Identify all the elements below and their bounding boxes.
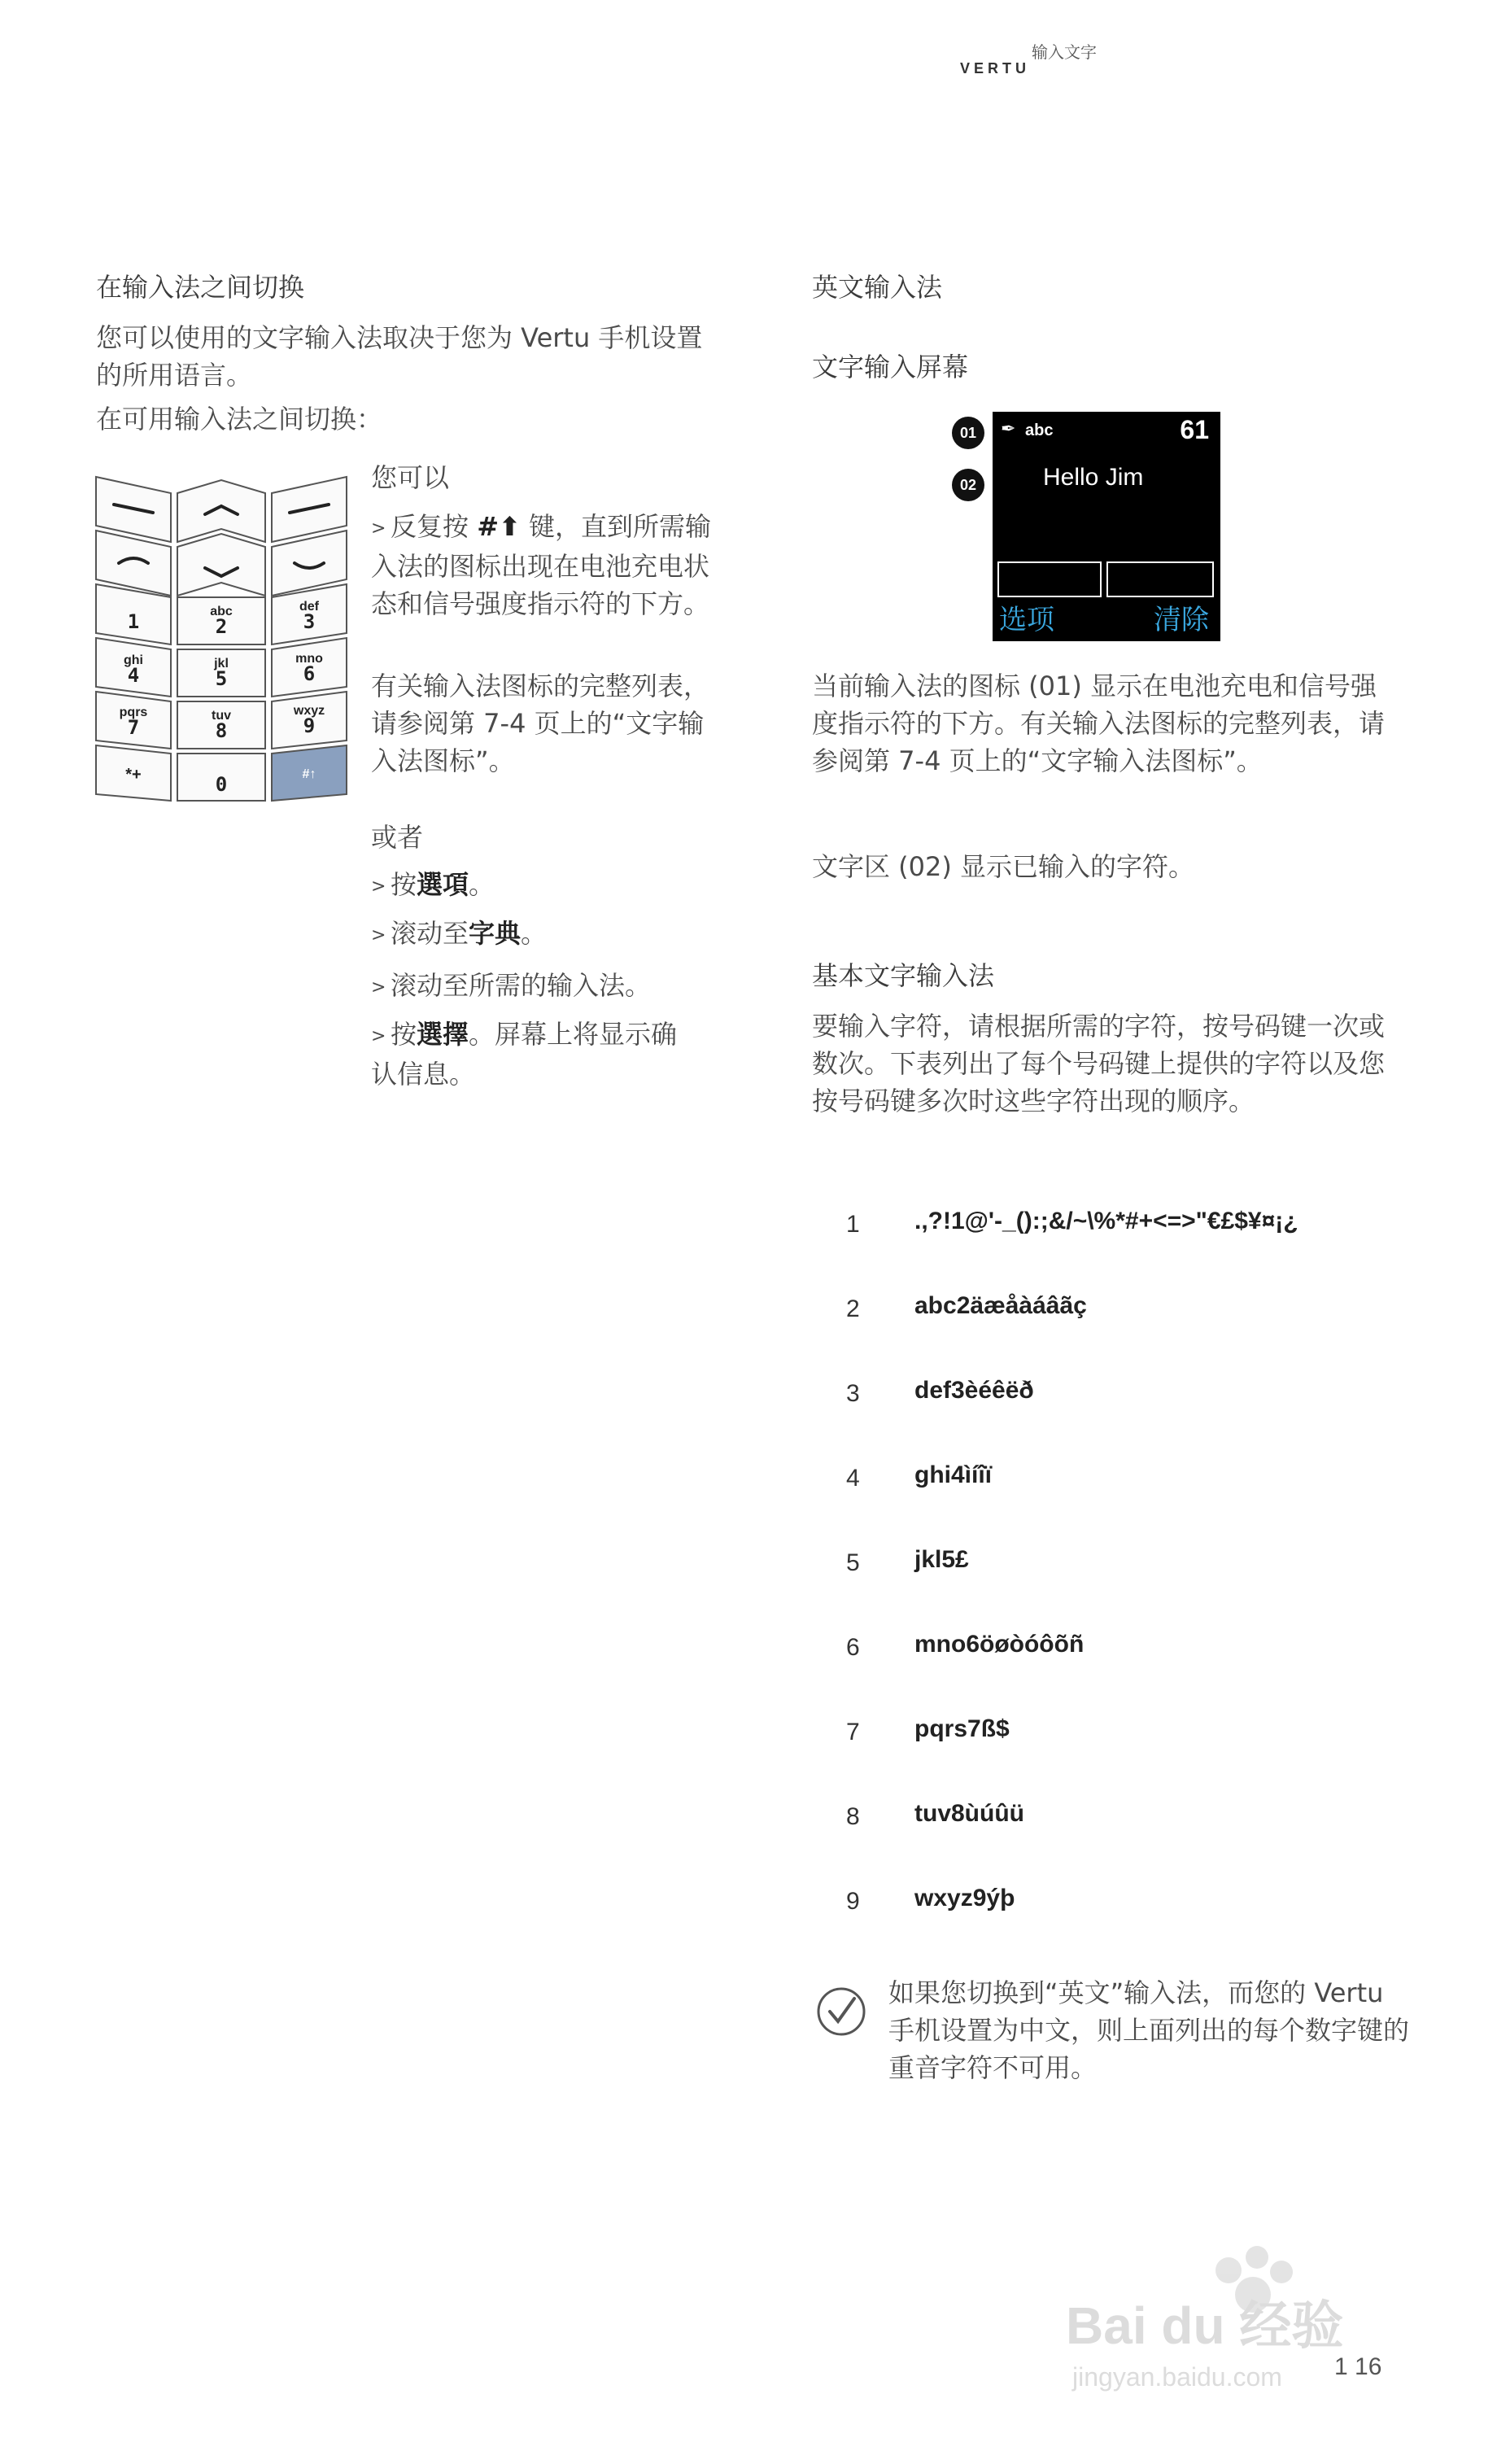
- bullet-mark: >: [371, 876, 386, 897]
- bullet1-text-b: 键，直到所需输入法的图标出现在电池充电状态和信号强度指示符的下方。: [371, 511, 711, 619]
- right-sub2: 基本文字输入法: [812, 960, 995, 991]
- right-para1: 当前输入法的图标 (01) 显示在电池充电和信号强度指示符的下方。有关输入法图标的完整列表，请参阅第 7-4 页上的“文字输入法图标”。: [812, 671, 1386, 776]
- keypad-illustration: [89, 472, 355, 854]
- left-bullet-1: [371, 508, 713, 623]
- bullet1-text-a: 反复按: [391, 511, 469, 542]
- char-table-chars: mno6öøòóôõñ: [914, 1631, 1085, 1658]
- phone-screen: [993, 412, 1220, 641]
- soft-key-box-right: [1106, 561, 1214, 597]
- bullet4-text: 滚动至所需的输入法。: [391, 970, 652, 1001]
- bullet-mark: >: [371, 977, 386, 998]
- bullet5-pre: 按: [391, 1019, 417, 1050]
- char-table-chars: ghi4ìíîï: [914, 1461, 993, 1488]
- bullet-mark: >: [371, 925, 386, 946]
- char-table-chars: tuv8ùúûü: [914, 1800, 1024, 1827]
- svg-text:3: 3: [303, 610, 316, 633]
- soft-key-options[interactable]: 选项: [999, 604, 1054, 636]
- bullet-mark: >: [371, 1026, 386, 1046]
- svg-text:2: 2: [215, 615, 228, 638]
- keypad-key-nav: [177, 480, 265, 542]
- header-brand: VERTU: [960, 60, 1031, 76]
- svg-text:4: 4: [127, 664, 140, 687]
- char-table-key: 5: [846, 1549, 860, 1576]
- key-label-star: *+: [125, 766, 142, 784]
- char-table-chars: pqrs7ß$: [914, 1715, 1010, 1742]
- bullet3-post: 。: [521, 918, 548, 949]
- bullet5-post: 。屏幕上将显示确认信息。: [371, 1019, 678, 1090]
- soft-key-box-left: [997, 561, 1102, 597]
- svg-text:6: 6: [303, 662, 316, 685]
- char-table-key: 2: [846, 1295, 860, 1322]
- char-table-key: 6: [846, 1634, 860, 1661]
- key-label-tuv: tuv: [212, 709, 231, 723]
- note-checkmark-icon: [815, 1986, 867, 2038]
- right-heading: 英文输入法: [812, 272, 943, 303]
- left-heading: 在输入法之间切换: [96, 272, 305, 303]
- key-label-wxyz: wxyz: [293, 704, 325, 718]
- callout-badge-01: 01: [952, 417, 984, 449]
- svg-text:5: 5: [215, 667, 228, 690]
- pen-icon: ✒: [1001, 418, 1016, 439]
- bullet-mark: >: [371, 518, 386, 539]
- left-para1: 您可以使用的文字输入法取决于您为 Vertu 手机设置的所用语言。: [96, 322, 703, 391]
- input-mode-indicator: abc: [1025, 422, 1054, 439]
- key-label-ghi: ghi: [124, 653, 143, 667]
- page-number: 1 16: [1334, 2353, 1382, 2380]
- key-label-hash: #↑: [302, 767, 316, 781]
- right-sub1: 文字输入屏幕: [812, 352, 969, 382]
- options-keyword: 選項: [417, 869, 469, 900]
- svg-text:0: 0: [215, 773, 228, 796]
- note-text: 如果您切换到“英文”输入法，而您的 Vertu 手机设置为中文，则上面列出的每个数字键的重音字符不可用。: [888, 1977, 1410, 2083]
- text-area: Hello Jim: [1043, 464, 1144, 491]
- char-table-key: 4: [846, 1465, 860, 1492]
- left-bullet-4: [371, 967, 651, 1007]
- left-bullet-3: [371, 915, 547, 955]
- header-section-title: 输入文字: [1032, 42, 1097, 62]
- left-bullet-2: [371, 866, 495, 906]
- bullet2-pre: 按: [391, 869, 417, 900]
- left-or: 或者: [371, 822, 424, 853]
- left-bullet-5: [371, 1016, 696, 1093]
- key-label-def: def: [299, 600, 319, 614]
- char-table-chars: .,?!1@'-_():;&/~\%*#+<=>"€£$¥¤¡¿: [914, 1208, 1298, 1234]
- char-table-key: 1: [846, 1211, 860, 1238]
- key-label-pqrs: pqrs: [119, 706, 148, 719]
- char-table-chars: jkl5£: [914, 1546, 969, 1573]
- char-table-key: 7: [846, 1719, 860, 1745]
- char-table-key: 9: [846, 1888, 860, 1915]
- left-para2: 在可用输入法之间切换：: [96, 404, 383, 435]
- watermark-url: jingyan.baidu.com: [1072, 2362, 1282, 2392]
- bullet2-post: 。: [469, 869, 495, 900]
- left-you-can: 您可以: [371, 462, 450, 493]
- char-table-key: 3: [846, 1380, 860, 1407]
- soft-key-clear[interactable]: 清除: [1154, 604, 1209, 636]
- dictionary-keyword: 字典: [469, 918, 522, 949]
- char-counter: 61: [1180, 415, 1209, 444]
- left-para3: 有关输入法图标的完整列表，请参阅第 7-4 页上的“文字输入法图标”。: [371, 671, 710, 776]
- right-para3: 要输入字符，请根据所需的字符，按号码键一次或数次。下表列出了每个号码键上提供的字符以及您按号码键多次时这些字符出现的顺序。: [812, 1011, 1386, 1116]
- bullet3-pre: 滚动至: [391, 918, 469, 949]
- right-para2: 文字区 (02) 显示已输入的字符。: [812, 851, 1195, 882]
- char-table-chars: abc2äæåàáâãç: [914, 1292, 1087, 1319]
- char-table-chars: def3èéêëð: [914, 1377, 1034, 1404]
- hash-key-symbol: #⬆: [477, 511, 521, 542]
- svg-text:1: 1: [127, 610, 140, 633]
- char-table-key: 8: [846, 1803, 860, 1830]
- svg-text:7: 7: [127, 716, 140, 739]
- select-keyword: 選擇: [417, 1019, 469, 1050]
- svg-text:8: 8: [215, 719, 228, 742]
- svg-text:9: 9: [303, 714, 316, 737]
- key-label-abc: abc: [210, 605, 233, 618]
- key-label-mno: mno: [295, 652, 323, 666]
- key-label-jkl: jkl: [214, 657, 229, 671]
- char-table-chars: wxyz9ýþ: [914, 1885, 1015, 1911]
- callout-badge-02: 02: [952, 469, 984, 501]
- watermark-brand: Bai du 经验: [1066, 2296, 1344, 2355]
